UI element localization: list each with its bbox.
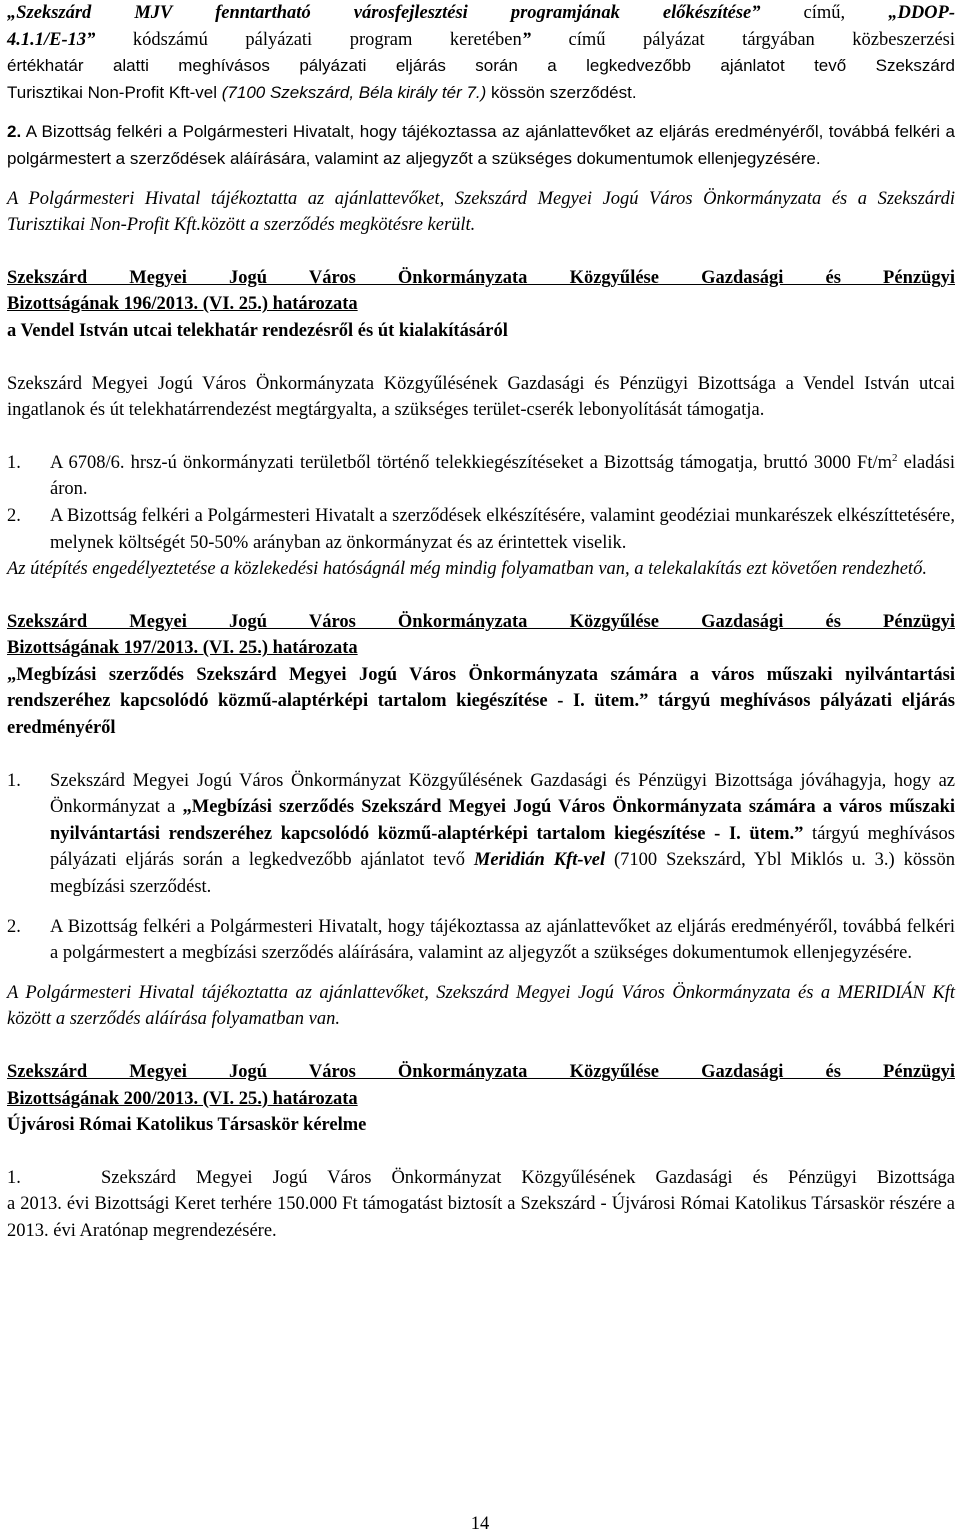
resolution-subject: a Vendel István utcai telekhatár rendezésről és út kialakításáról — [7, 320, 508, 341]
item-2: 2. A Bizottság felkéri a Polgármesteri Hivatalt, hogy tájékoztassa az ajánlattevőket az eljárás eredményéről, továbbá felkéri a polgármestert a szerződések aláírására, valamint az aljegyzőt a szükséges dokumentumok ellenjegyzésére. — [7, 122, 955, 168]
resolution-subject: Újvárosi Római Katolikus Társaskör kérelme — [7, 1115, 367, 1136]
project-title-line: „Szekszárd MJV fenntartható városfejlesztési programjának előkészítése” című, „DDOP- — [7, 3, 955, 23]
procedure-line: értékhatár alatti meghívásos pályázati eljárás során a legkedvezőbb ajánlatot tevő Szekszárd — [7, 56, 955, 76]
resolution-number: Bizottságának 197/2013. (VI. 25.) határozata — [7, 638, 358, 659]
item-1: 1. A 6708/6. hrsz-ú önkormányzati területből történő telekkiegészítéseket a Bizottság támogatja, bruttó 3000 $Ft/m^2$ eladási áron. — [7, 451, 955, 500]
resolution-heading: Szekszárd Megyei Jogú Város Önkormányzata Közgyűlése Gazdasági és Pénzügyi — [7, 611, 955, 632]
resolution-200 — [7, 1059, 955, 1245]
document-page — [7, 0, 955, 1245]
resolution-intro: Szekszárd Megyei Jogú Város Önkormányzata Közgyűlésének Gazdasági és Pénzügyi Bizottsága a Vendel István utcai ingatlanok és út telekhatárrendezést megtárgyalta, a szükséges terület-cserék lebonyolítását támogatja. — [7, 373, 955, 421]
status-note: Az útépítés engedélyeztetése a közlekedési hatóságnál még mindig folyamatban van, a telekalakítás ezt követően rendezhető. — [7, 559, 927, 580]
status-note: A Polgármesteri Hivatal tájékoztatta az ajánlattevőket, Szekszárd Megyei Jogú Város Önkormányzata és a Szekszárdi Turisztikai Non-Profit Kft.között a szerződés megkötésre került. — [7, 188, 955, 236]
resolution-196 — [7, 265, 955, 583]
contract-line: Turisztikai Non-Profit Kft-vel (7100 Szekszárd, Béla király tér 7.) kössön szerződést. — [7, 82, 637, 102]
resolution-number: Bizottságának 200/2013. (VI. 25.) határozata — [7, 1088, 358, 1109]
item-1: 1. Szekszárd Megyei Jogú Város Önkormányzat Közgyűlésének Gazdasági és Pénzügyi Bizottsága a 2013. évi Bizottsági Keret terhére 150.000 Ft támogatást biztosít a Szekszárd - Újvárosi Római Katolikus Társaskör részére a 2013. évi Aratónap megrendezésére. — [7, 1167, 955, 1241]
resolution-197 — [7, 609, 955, 1033]
resolution-subject: „Megbízási szerződés Szekszárd Megyei Jogú Város Önkormányzata számára a város műszaki nyilvántartási rendszeréhez kapcsolódó közmű-alaptérképi tartalom kiegészítése - I. ütem.” tárgyú meghívásos pályázati eljárás eredményéről — [7, 664, 955, 739]
resolution-heading: Szekszárd Megyei Jogú Város Önkormányzata Közgyűlése Gazdasági és Pénzügyi — [7, 267, 955, 288]
item-1: 1. Szekszárd Megyei Jogú Város Önkormányzat Közgyűlésének Gazdasági és Pénzügyi Bizottsága jóváhagyja, hogy az Önkormányzat a „Megbízási szerződés Szekszárd Megyei Jogú Város Önkormányzata számára a város műszaki nyilvántartási rendszeréhez kapcsolódó közmű-alaptérképi tartalom kiegészítése - I. ütem.” tárgyú meghívásos pályázati eljárás során a legkedvezőbb ajánlatot tevő Meridián Kft-vel (7100 Szekszárd, Ybl Miklós u. 3.) kössön megbízási szerződést. — [7, 770, 955, 898]
resolution-number: Bizottságának 196/2013. (VI. 25.) határozata — [7, 294, 358, 315]
resolution-heading: Szekszárd Megyei Jogú Város Önkormányzata Közgyűlése Gazdasági és Pénzügyi — [7, 1062, 955, 1082]
status-note: A Polgármesteri Hivatal tájékoztatta az ajánlattevőket, Szekszárd Megyei Jogú Város Önkormányzata és a MERIDIÁN Kft között a szerződés aláírása folyamatban van. — [7, 982, 955, 1030]
page-number: 14 — [470, 1514, 490, 1534]
item-2: 2. A Bizottság felkéri a Polgármesteri Hivatalt a szerződések elkészítésére, valamint geodéziai munkarészek elkészíttetésére, melynek költségét 50-50% arányban az önkormányzat és az érintettek viselik. — [7, 505, 955, 553]
item-2: 2. A Bizottság felkéri a Polgármesteri Hivatalt, hogy tájékoztassa az ajánlattevőket az eljárás eredményéről, továbbá felkéri a polgármestert a megbízási szerződés aláírására, valamint az aljegyzőt a szükséges dokumentumok ellenjegyzésére. — [7, 916, 955, 964]
previous-resolution-continuation — [7, 0, 955, 239]
project-code-line: 4.1.1/E-13” kódszámú pályázati program keretében” című pályázat tárgyában közbeszerzési — [7, 29, 956, 50]
